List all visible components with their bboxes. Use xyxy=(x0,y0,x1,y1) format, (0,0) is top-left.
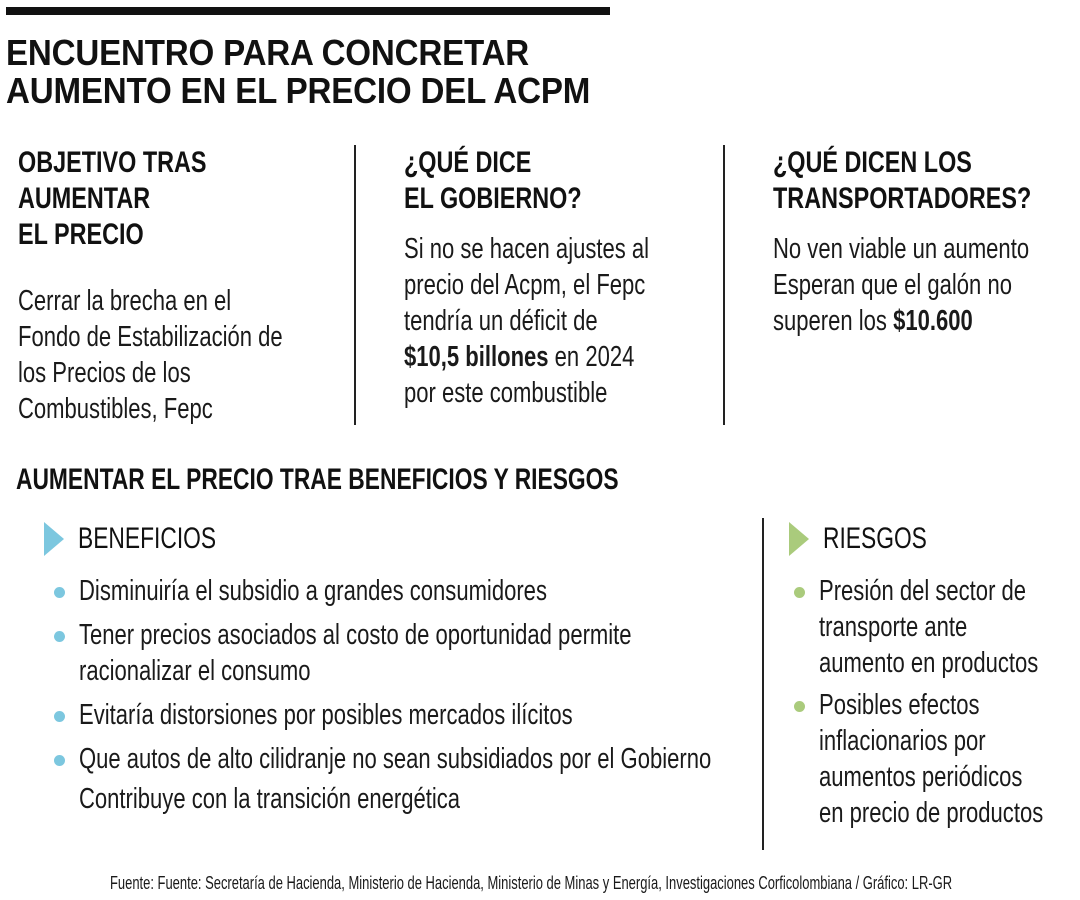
column-body: Cerrar la brecha en el Fondo de Estabilización de los Precios de los Combustibles, Fepc xyxy=(18,285,283,425)
source-credit: Fuente: Fuente: Secretaría de Hacienda, Ministerio de Hacienda, Ministerio de Minas y Energía, Investigaciones Corficolombiana / Gráfico: LR-GR xyxy=(110,873,953,893)
benefits-heading: BENEFICIOS xyxy=(44,521,260,557)
deficit-highlight: $10,5 billones xyxy=(404,341,549,373)
column-body: Si no se hacen ajustes al precio del Acpm, el Fepc tendría un déficit de $10,5 billones en 2024 por este combustible xyxy=(404,233,650,409)
bullet-dot-icon xyxy=(54,755,65,766)
benefits-list xyxy=(52,573,911,825)
column-heading: ¿QUÉ DICEN LOS TRANSPORTADORES? xyxy=(773,146,1032,215)
column-objective xyxy=(18,145,366,427)
price-highlight: $10.600 xyxy=(893,305,973,337)
main-title xyxy=(6,34,641,110)
column-heading: OBJETIVO TRAS AUMENTAR EL PRECIO xyxy=(18,146,207,251)
top-rule xyxy=(6,7,610,15)
title-line-1: ENCUENTRO PARA CONCRETAR xyxy=(6,32,530,73)
list-item: Disminuiría el subsidio a grandes consumidores xyxy=(52,573,911,609)
bullet-dot-icon xyxy=(794,701,805,712)
bullet-dot-icon xyxy=(54,631,65,642)
triangle-bullet-icon xyxy=(789,522,809,556)
triangle-bullet-icon xyxy=(44,522,64,556)
column-body: No ven viable un aumento Esperan que el galón no superen los $10.600 xyxy=(773,233,1030,337)
column-government xyxy=(404,145,726,411)
list-item: Tener precios asociados al costo de oportunidad permite racionalizar el consumo xyxy=(52,617,911,689)
bullet-dot-icon xyxy=(794,587,805,598)
list-item: Posibles efectos inflacionarios por aumentos periódicos en precio de productos xyxy=(792,687,1080,831)
risks-heading: RIESGOS xyxy=(789,521,960,557)
column-transporters xyxy=(773,145,1080,339)
list-item: Contribuye con la transición energética xyxy=(79,783,461,815)
risks-list xyxy=(792,573,1080,837)
section-title: AUMENTAR EL PRECIO TRAE BENEFICIOS Y RIESGOS xyxy=(16,463,619,496)
title-line-2: AUMENTO EN EL PRECIO DEL ACPM xyxy=(6,70,591,111)
list-item: Evitaría distorsiones por posibles mercados ilícitos xyxy=(52,697,911,733)
section-divider xyxy=(762,518,764,850)
column-heading: ¿QUÉ DICE EL GOBIERNO? xyxy=(404,146,582,215)
column-divider xyxy=(723,145,725,425)
bullet-dot-icon xyxy=(54,711,65,722)
list-item: Que autos de alto cilidranje no sean subsidiados por el Gobierno xyxy=(52,741,911,777)
column-divider xyxy=(354,145,356,425)
list-item: Presión del sector de transporte ante aumento en productos xyxy=(792,573,1080,681)
bullet-dot-icon xyxy=(54,587,65,598)
